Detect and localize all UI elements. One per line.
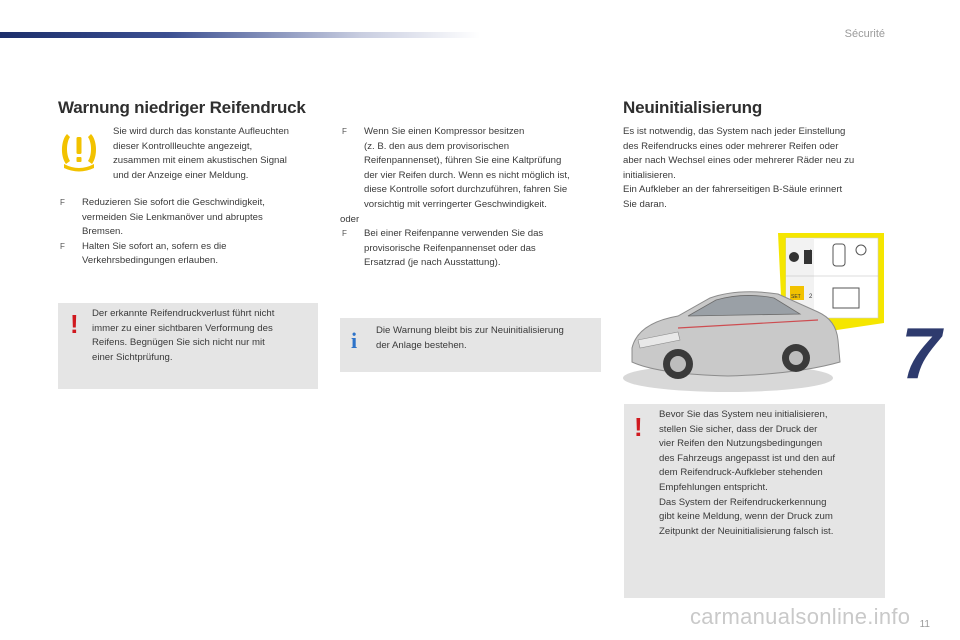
text-line: des Fahrzeugs angepasst ist und den auf <box>659 452 836 464</box>
text-line: einer Sichtprüfung. <box>92 351 173 363</box>
text-line: Sie daran. <box>623 198 667 210</box>
chapter-number: 7 <box>901 314 942 394</box>
text-line: Bevor Sie das System neu initialisieren, <box>659 409 828 420</box>
left-warning-text <box>92 307 314 365</box>
text-line: Empfehlungen entspricht. <box>659 481 768 493</box>
text-line: dieser Kontrollleuchte angezeigt, <box>113 140 253 152</box>
text-line: Reduzieren Sie sofort die Geschwindigkeit, <box>82 197 265 208</box>
text-line: vier Reifen den Nutzungsbedingungen <box>659 438 823 450</box>
text-line: Zeitpunkt der Neuinitialisierung falsch ist. <box>659 525 834 537</box>
text-line: des Reifendrucks eines oder mehrerer Reifen oder <box>623 140 839 152</box>
left-bullet-list <box>58 196 320 269</box>
oder-text: oder <box>340 213 360 225</box>
text-line: (z. B. den aus dem provisorischen <box>364 140 510 152</box>
text-line: der Anlage bestehen. <box>376 339 467 351</box>
tyre-pressure-warning-icon <box>58 128 100 172</box>
text-line: zusammen mit einem akustischen Signal <box>113 155 287 167</box>
list-item <box>340 227 602 271</box>
text-line: Sie wird durch das konstante Aufleuchten <box>113 126 289 137</box>
bullet-marker: F <box>342 127 347 136</box>
text-line: Reifens. Begnügen Sie sich nicht nur mit <box>92 337 265 349</box>
text-line: Wenn Sie einen Kompressor besitzen <box>364 126 525 137</box>
car-sticker-illustration <box>618 228 888 396</box>
bullet-marker: F <box>60 241 65 251</box>
right-title: Neuinitialisierung <box>623 98 763 117</box>
text-line: dem Reifendruck-Aufkleber stehenden <box>659 467 823 479</box>
left-intro <box>113 125 323 183</box>
text-line: Ersatzrad (je nach Ausstattung). <box>364 257 501 269</box>
text-line: vorsichtig mit verringerter Geschwindigkeit. <box>364 198 547 210</box>
text-line: Reifenpannenset), führen Sie eine Kaltprüfung <box>364 155 562 167</box>
text-line: der vier Reifen durch. Wenn es nicht möglich ist, <box>364 169 570 181</box>
text-line: provisorische Reifenpannenset oder das <box>364 242 536 254</box>
left-warning-box <box>58 303 318 389</box>
text-line: Verkehrsbedingungen erlauben. <box>82 255 219 267</box>
right-warning-box <box>624 404 885 598</box>
text-line: Bei einer Reifenpanne verwenden Sie das <box>364 228 544 240</box>
info-icon: i <box>351 328 358 353</box>
text-line: Die Warnung bleibt bis zur Neuinitialisierung <box>376 325 564 336</box>
page-number: 11 <box>919 619 930 630</box>
section-label: Sécurité <box>844 28 885 40</box>
middle-text <box>340 125 602 271</box>
text-line: und der Anzeige einer Meldung. <box>113 169 249 181</box>
left-title: Warnung niedriger Reifendruck <box>58 98 306 117</box>
exclamation-icon: ! <box>70 309 79 339</box>
right-paragraph <box>623 125 885 213</box>
header-gradient-bar <box>0 32 480 38</box>
bullet-marker: F <box>342 229 347 239</box>
list-item <box>58 240 320 269</box>
text-line: vermeiden Sie Lenkmanöver und abruptes <box>82 211 263 223</box>
text-line: stellen Sie sicher, dass der Druck der <box>659 423 818 435</box>
text-line: immer zu einer sichtbaren Verformung des <box>92 322 273 334</box>
text-line: Das System der Reifendruckerkennung <box>659 496 827 508</box>
watermark: carmanualsonline.info <box>690 604 911 629</box>
text-line: Bremsen. <box>82 226 124 238</box>
text-line: gibt keine Meldung, wenn der Druck zum <box>659 511 833 523</box>
middle-info-text <box>376 324 598 353</box>
text-line: Ein Aufkleber an der fahrerseitigen B-Säule erinnert <box>623 184 843 196</box>
sticker-step-1-number: 1 <box>809 250 813 256</box>
bullet-marker: F <box>60 198 65 207</box>
text-line: aber nach Wechsel eines oder mehrerer Räder neu zu <box>623 155 855 167</box>
sticker-set-button-label: SET <box>791 294 801 300</box>
middle-info-box <box>340 318 601 372</box>
sticker-step-2-number: 2 <box>809 294 813 300</box>
text-line: initialisieren. <box>623 169 676 181</box>
text-line: Es ist notwendig, das System nach jeder Einstellung <box>623 126 846 137</box>
exclamation-icon: ! <box>634 412 643 442</box>
list-item <box>340 125 602 213</box>
text-line: Halten Sie sofort an, sofern es die <box>82 240 227 252</box>
text-line: diese Kontrolle sofort durchzuführen, fahren Sie <box>364 184 568 196</box>
right-warning-text <box>659 408 881 539</box>
list-item <box>58 196 320 240</box>
text-line: Der erkannte Reifendruckverlust führt nicht <box>92 308 275 319</box>
